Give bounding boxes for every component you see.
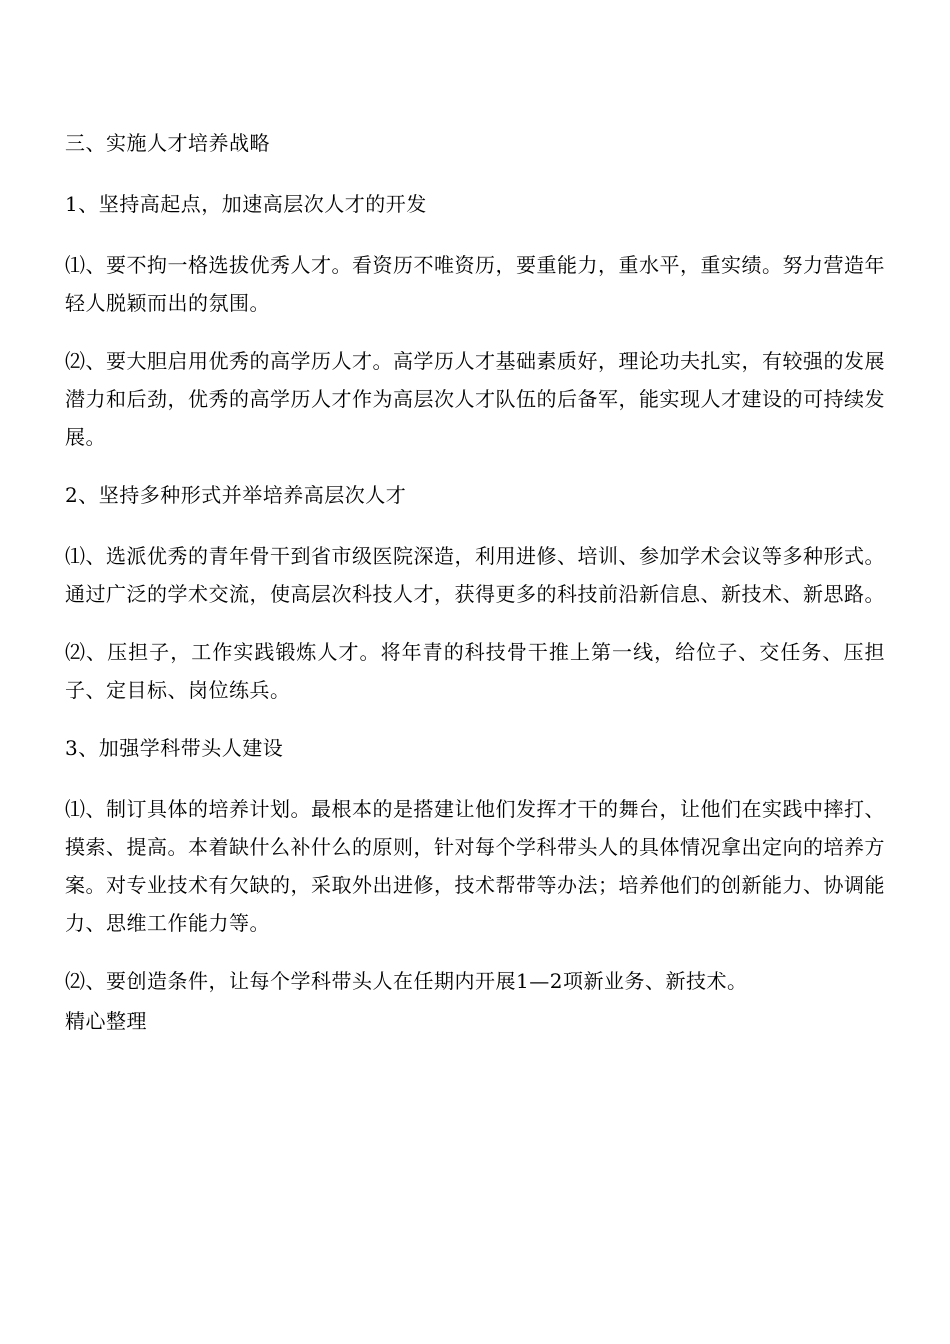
footer-note: 精心整理: [65, 1009, 147, 1033]
subsection-1-paragraph-1: ⑴、要不拘一格选拔优秀人才。看资历不唯资历，要重能力，重水平，重实绩。努力营造年轻人脱颖而出的氛围。: [65, 253, 885, 315]
subsection-3-title: 3、加强学科带头人建设: [65, 736, 284, 760]
document-page: [65, 124, 885, 1040]
subsection-3-paragraph-2: ⑵、要创造条件，让每个学科带头人在任期内开展1—2项新业务、新技术。: [65, 969, 748, 993]
subsection-1-paragraph-2: ⑵、要大胆启用优秀的高学历人才。高学历人才基础素质好，理论功夫扎实，有较强的发展潜力和后劲，优秀的高学历人才作为高层次人才队伍的后备军，能实现人才建设的可持续发展。: [65, 349, 885, 449]
subsection-2-paragraph-1: ⑴、选派优秀的青年骨干到省市级医院深造，利用进修、培训、参加学术会议等多种形式。通过广泛的学术交流，使高层次科技人才，获得更多的科技前沿新信息、新技术、新思路。: [65, 544, 885, 606]
subsection-2-paragraph-2: ⑵、压担子，工作实践锻炼人才。将年青的科技骨干推上第一线，给位子、交任务、压担子、定目标、岗位练兵。: [65, 640, 885, 702]
section-title: 三、实施人才培养战略: [65, 131, 270, 155]
subsection-3-paragraph-1: ⑴、制订具体的培养计划。最根本的是搭建让他们发挥才干的舞台，让他们在实践中摔打、摸索、提高。本着缺什么补什么的原则，针对每个学科带头人的具体情况拿出定向的培养方案。对专业技术有欠缺的，采取外出进修，技术帮带等办法；培养他们的创新能力、协调能力、思维工作能力等。: [65, 797, 885, 935]
subsection-1-title: 1、坚持高起点，加速高层次人才的开发: [65, 192, 427, 216]
subsection-2-title: 2、坚持多种形式并举培养高层次人才: [65, 483, 407, 507]
